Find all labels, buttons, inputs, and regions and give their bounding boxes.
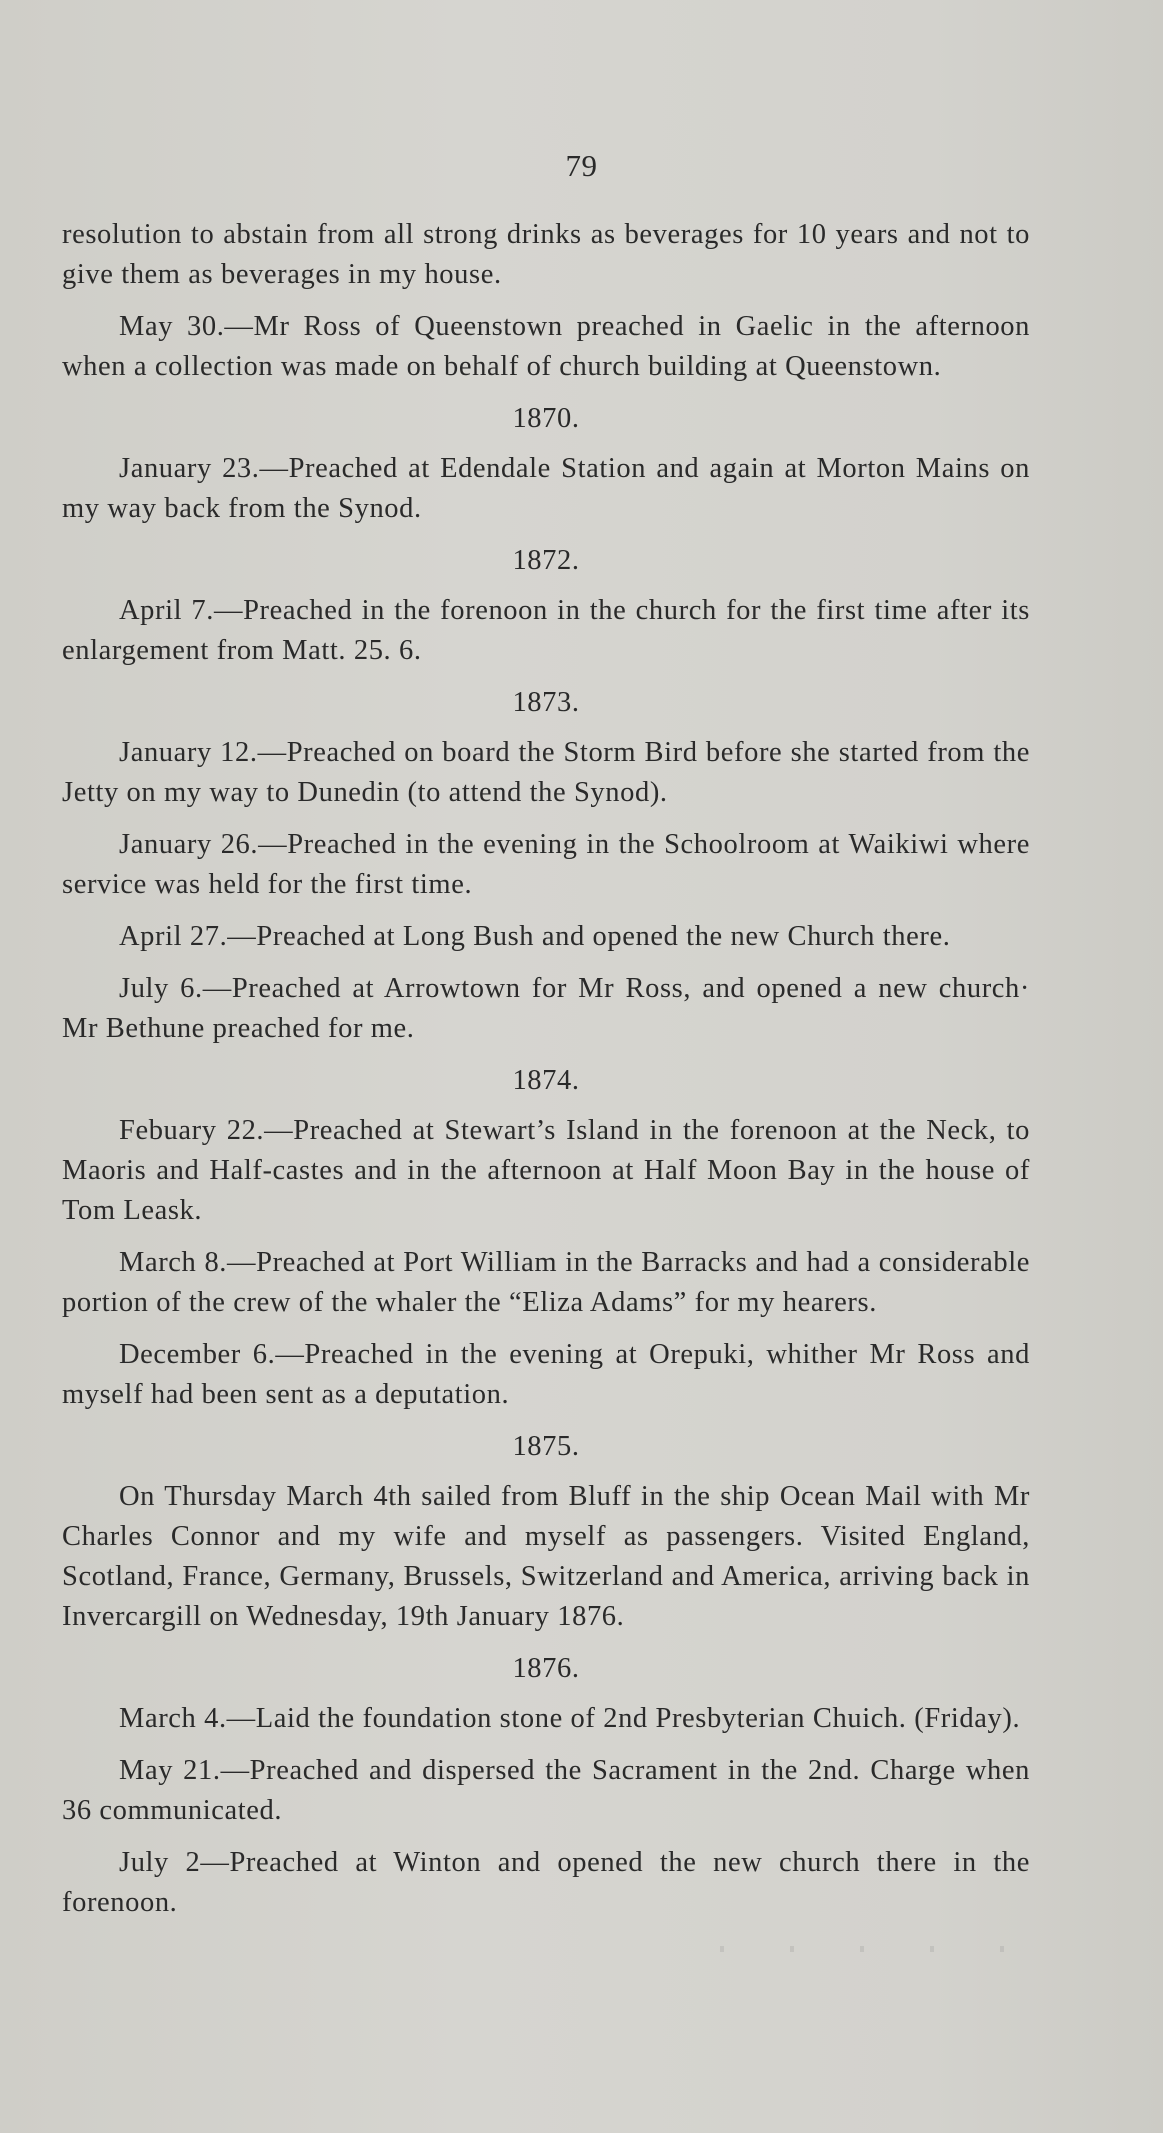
paragraph: May 21.—Preached and dispersed the Sacrament in the 2nd. Charge when 36 communicated. (62, 1755, 1030, 1826)
year-heading: 1873. (512, 687, 580, 718)
paragraph: March 4.—Laid the foundation stone of 2nd Presbyterian Chuich. (Friday). (119, 1703, 1021, 1734)
paragraph: April 27.—Preached at Long Bush and opened the new Church there. (119, 921, 951, 952)
diary-text (62, 215, 1030, 1935)
paragraph: resolution to abstain from all strong drinks as beverages for 10 years and not to give them as beverages in my house. (62, 219, 1030, 290)
paragraph: March 8.—Preached at Port William in the Barracks and had a considerable portion of the crew of the whaler the “Eliza Adams” for my hearers. (62, 1247, 1030, 1318)
year-heading: 1875. (512, 1431, 580, 1462)
year-heading: 1876. (512, 1653, 580, 1684)
paragraph: On Thursday March 4th sailed from Bluff in the ship Ocean Mail with Mr Charles Connor and my wife and myself as passengers. Visited England, Scotland, France, Germany, Brussels, Switzerland and America, arriving back in Invercargill on Wednesday, 19th January 1876. (62, 1481, 1030, 1632)
paragraph: January 23.—Preached at Edendale Station and again at Morton Mains on my way back from the Synod. (62, 453, 1030, 524)
year-heading: 1874. (512, 1065, 580, 1096)
paragraph: July 6.—Preached at Arrowtown for Mr Ross, and opened a new church· Mr Bethune preached for me. (62, 973, 1030, 1044)
year-heading: 1872. (512, 545, 580, 576)
paragraph: December 6.—Preached in the evening at Orepuki, whither Mr Ross and myself had been sent as a deputation. (62, 1339, 1030, 1410)
paper-smudge (690, 1946, 1050, 1952)
paragraph: April 7.—Preached in the forenoon in the church for the first time after its enlargement from Matt. 25. 6. (62, 595, 1030, 666)
paragraph: January 26.—Preached in the evening in the Schoolroom at Waikiwi where service was held for the first time. (62, 829, 1030, 900)
year-heading: 1870. (512, 403, 580, 434)
page-number: 79 (565, 148, 598, 183)
paragraph: January 12.—Preached on board the Storm Bird before she started from the Jetty on my way to Dunedin (to attend the Synod). (62, 737, 1030, 808)
paragraph: May 30.—Mr Ross of Queenstown preached in Gaelic in the afternoon when a collection was made on behalf of church building at Queenstown. (62, 311, 1030, 382)
paragraph: July 2—Preached at Winton and opened the new church there in the forenoon. (62, 1847, 1030, 1918)
paragraph: Febuary 22.—Preached at Stewart’s Island in the forenoon at the Neck, to Maoris and Half-castes and in the afternoon at Half Moon Bay in the house of Tom Leask. (62, 1115, 1030, 1226)
